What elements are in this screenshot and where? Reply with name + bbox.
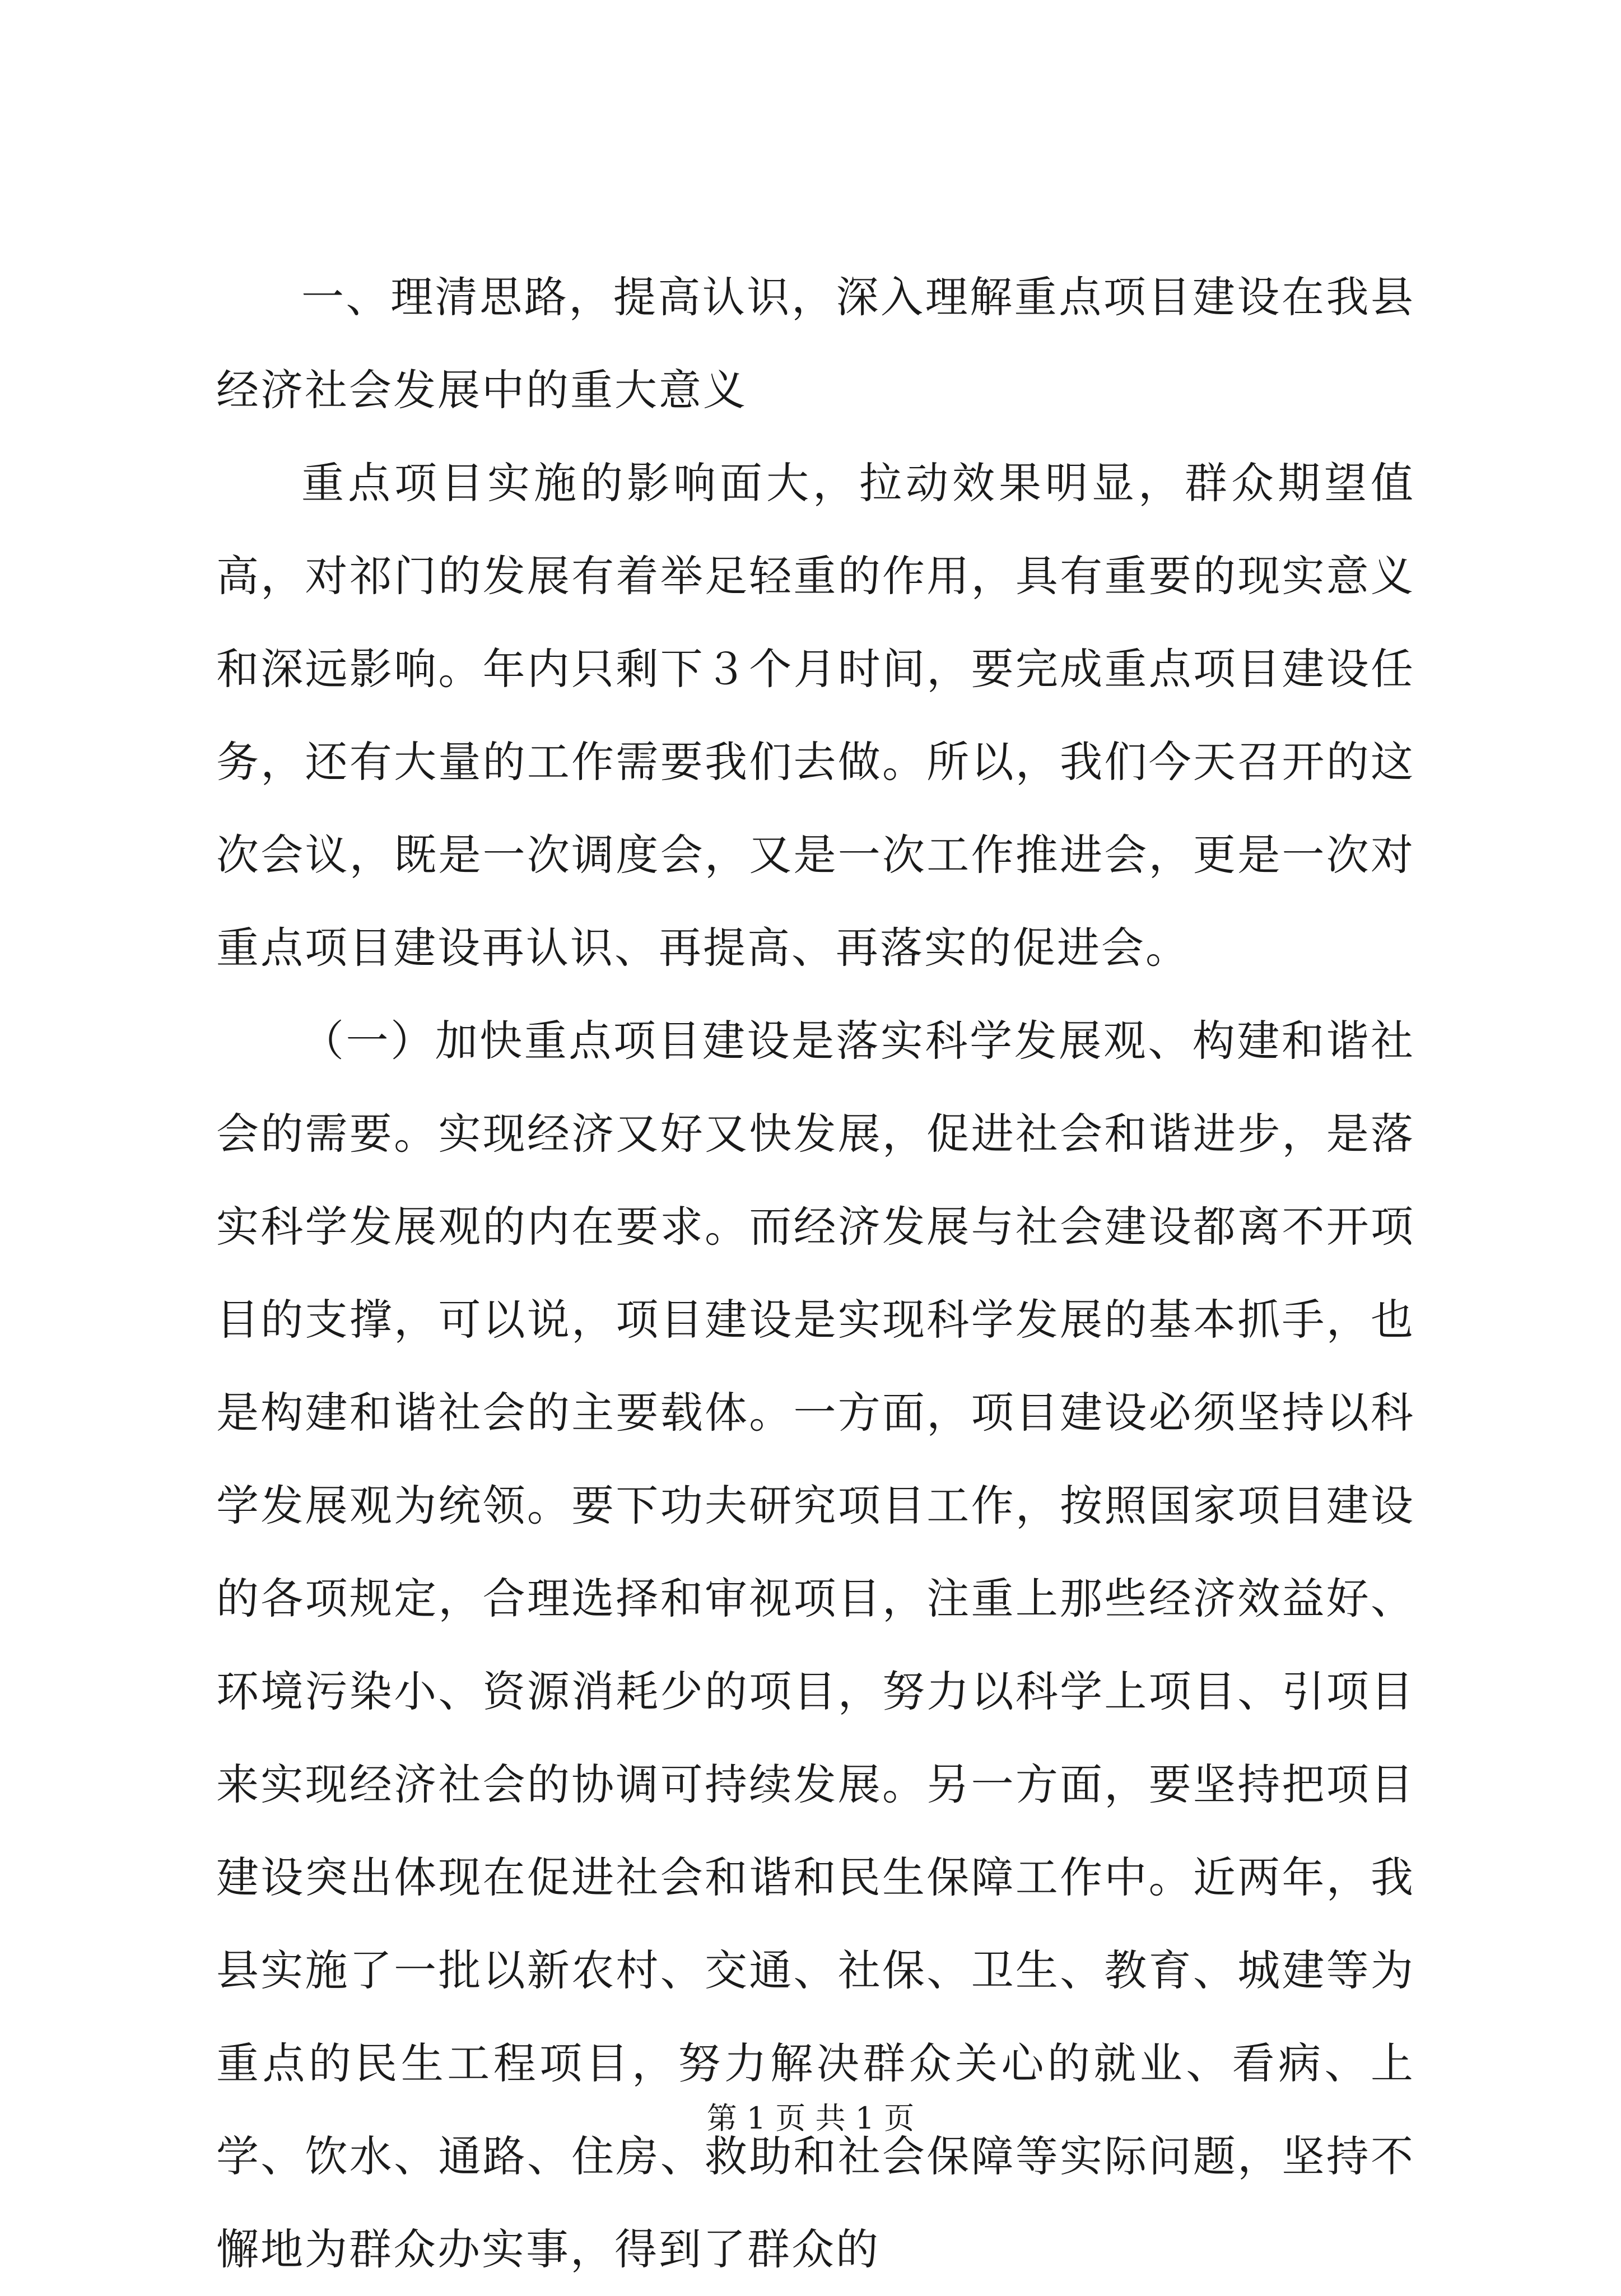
section-heading: 一、理清思路，提高认识，深入理解重点项目建设在我县经济社会发展中的重大意义 xyxy=(216,272,1415,415)
document-body xyxy=(216,251,1415,2296)
body-paragraph: （一）加快重点项目建设是落实科学发展观、构建和谐社会的需要。实现经济又好又快发展，促进社会和谐进步，是落实科学发展观的内在要求。而经济发展与社会建设都离不开项目的支撑，可以说，项目建设是实现科学发展的基本抓手，也是构建和谐社会的主要载体。一方面，项目建设必须坚持以科学发展观为统领。要下功夫研究项目工作，按照国家项目建设的各项规定，合理选择和审视项目，注重上那些经济效益好、环境污染小、资源消耗少的项目，努力以科学上项目、引项目来实现经济社会的协调可持续发展。另一方面，要坚持把项目建设突出体现在促进社会和谐和民生保障工作中。近两年，我县实施了一批以新农村、交通、社保、卫生、教育、城建等为重点的民生工程项目，努力解决群众关心的就业、看病、上学、饮水、通路、住房、救助和社会保障等实际问题，坚持不懈地为群众办实事，得到了群众的 xyxy=(216,1016,1415,2274)
body-paragraph: 重点项目实施的影响面大，拉动效果明显，群众期望值高，对祁门的发展有着举足轻重的作用，具有重要的现实意义和深远影响。年内只剩下３个月时间，要完成重点项目建设任务，还有大量的工作需要我们去做。所以，我们今天召开的这次会议，既是一次调度会，又是一次工作推进会，更是一次对重点项目建设再认识、再提高、再落实的促进会。 xyxy=(216,458,1415,973)
page-footer: 第 1 页 共 1 页 xyxy=(706,2101,915,2136)
